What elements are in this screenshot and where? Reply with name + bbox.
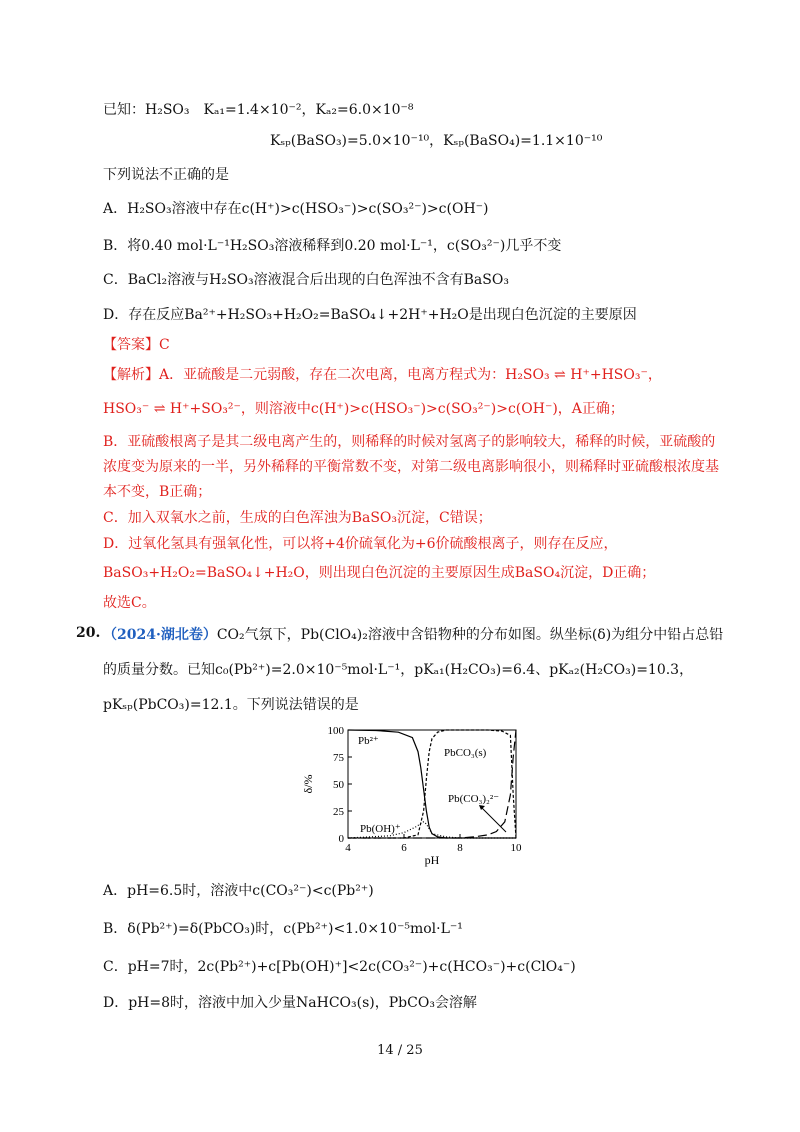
label-pbco3-2: Pb(CO₃)₂²⁻ <box>448 793 499 805</box>
y-tick-label: 0 <box>338 833 344 845</box>
page-number: 14 / 25 <box>377 1043 423 1058</box>
x-tick-label: 6 <box>401 842 407 854</box>
q19-analysis-1: 【解析】A．亚硫酸是二元弱酸，存在二次电离，电离方程式为：H₂SO₃ ⇌ H⁺+HSO₃⁻， <box>103 367 662 383</box>
q19-option-a: A．H₂SO₃溶液中存在c(H⁺)>c(HSO₃⁻)>c(SO₃²⁻)>c(OH⁻) <box>103 201 489 217</box>
q19-option-b: B．将0.40 mol·L⁻¹H₂SO₃溶液稀释到0.20 mol·L⁻¹，c(SO₃²⁻)几乎不变 <box>103 238 562 254</box>
y-tick-label: 75 <box>333 752 344 764</box>
label-arrowhead <box>479 805 485 810</box>
q19-analysis-6: C．加入双氧水之前，生成的白色浑浊为BaSO₃沉淀，C错误； <box>103 510 492 526</box>
y-axis-label: δ/% <box>301 774 315 794</box>
q19-analysis-5: 本不变，B正确； <box>103 484 212 500</box>
q19-analysis-9: 故选C。 <box>103 595 156 611</box>
q20-stem-1 <box>103 625 723 645</box>
y-tick-label: 50 <box>333 779 344 791</box>
label-pboh: Pb(OH)⁺ <box>360 823 401 835</box>
x-tick-label: 4 <box>345 842 351 854</box>
q20-option-b: B．δ(Pb²⁺)=δ(PbCO₃)时，c(Pb²⁺)<1.0×10⁻⁵mol·L⁻¹ <box>103 921 463 937</box>
q19-analysis-8: BaSO₃+H₂O₂=BaSO₄↓+H₂O，则出现白色沉淀的主要原因生成BaSO₄沉淀，D正确； <box>103 565 656 581</box>
q20-option-d: D．pH=8时，溶液中加入少量NaHCO₃(s)，PbCO₃会溶解 <box>103 995 477 1011</box>
q20-stem-1-text: CO₂气氛下，Pb(ClO₄)₂溶液中含铅物种的分布如图。纵坐标(δ)为组分中铅占总铅 <box>216 627 724 643</box>
q19-analysis-2: HSO₃⁻ ⇌ H⁺+SO₃²⁻，则溶液中c(H⁺)>c(HSO₃⁻)>c(SO₃²⁻)>c(OH⁻)，A正确； <box>103 401 624 417</box>
q20-option-c: C．pH=7时，2c(Pb²⁺)+c[Pb(OH)⁺]<2c(CO₃²⁻)+c(HCO₃⁻)+c(ClO₄⁻) <box>103 959 576 975</box>
known-line-2: Kₛₚ(BaSO₃)=5.0×10⁻¹⁰，Kₛₚ(BaSO₄)=1.1×10⁻¹⁰ <box>270 133 603 149</box>
q20-stem-3: pKₛₚ(PbCO₃)=12.1。下列说法错误的是 <box>103 697 359 713</box>
x-tick-label: 10 <box>510 842 522 854</box>
y-tick-label: 25 <box>333 806 344 818</box>
q19-analysis-3: B．亚硫酸根离子是其二级电离产生的，则稀释的时候对氢离子的影响较大，稀释的时候，亚硫酸的 <box>103 434 716 450</box>
q19-analysis-7: D．过氧化氢具有强氧化性，可以将+4价硫氧化为+6价硫酸根离子，则存在反应， <box>103 536 618 552</box>
y-tick-label: 100 <box>327 725 344 737</box>
q19-answer: 【答案】C <box>103 337 170 353</box>
x-tick-label: 8 <box>457 842 463 854</box>
q20-stem-2: 的质量分数。已知c₀(Pb²⁺)=2.0×10⁻⁵mol·L⁻¹，pKₐ₁(H₂CO₃)=6.4、pKₐ₂(H₂CO₃)=10.3， <box>103 662 694 678</box>
known-line-1: 已知：H₂SO₃ Kₐ₁=1.4×10⁻²，Kₐ₂=6.0×10⁻⁸ <box>103 102 414 118</box>
q19-option-c: C．BaCl₂溶液与H₂SO₃溶液混合后出现的白色浑浊不含有BaSO₃ <box>103 272 509 288</box>
label-arrow <box>480 806 506 832</box>
q20-option-a: A．pH=6.5时，溶液中c(CO₃²⁻)<c(Pb²⁺) <box>103 883 374 899</box>
lead-species-distribution-chart <box>300 718 540 870</box>
label-pbco3: PbCO₃(s) <box>444 747 487 759</box>
q19-analysis-4: 浓度变为原来的一半，另外稀释的平衡常数不变，对第二级电离影响很小，则稀释时亚硫酸根浓度基 <box>103 459 719 475</box>
q20-number: 20. <box>76 625 101 641</box>
q20-source: （2024·湖北卷） <box>103 627 217 643</box>
q19-option-d: D．存在反应Ba²⁺+H₂SO₃+H₂O₂=BaSO₄↓+2H⁺+H₂O是出现白色沉淀的主要原因 <box>103 307 637 323</box>
x-axis-label: pH <box>424 853 440 867</box>
label-pb2: Pb²⁺ <box>358 735 379 747</box>
q19-prompt: 下列说法不正确的是 <box>103 167 229 183</box>
